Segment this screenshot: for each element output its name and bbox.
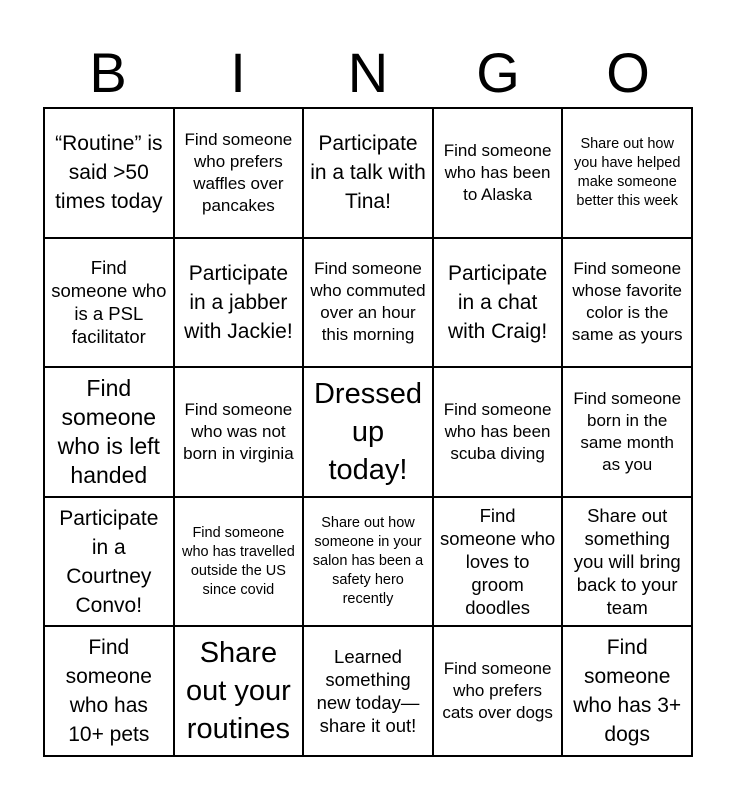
bingo-cell[interactable] xyxy=(45,498,175,628)
bingo-cell[interactable] xyxy=(304,109,434,239)
bingo-cell-text: Share out how someone in your salon has been a safety hero recently xyxy=(312,515,424,608)
bingo-cell-text: Find someone who is a PSL facilitator xyxy=(51,257,167,348)
bingo-cell-text: Share out something you will bring back to your team xyxy=(573,505,681,619)
header-letter-i: I xyxy=(230,41,246,104)
bingo-cell[interactable] xyxy=(45,109,175,239)
bingo-cell-text: Find someone whose favorite color is the same as yours xyxy=(571,259,683,345)
bingo-cell[interactable] xyxy=(304,239,434,369)
bingo-cell-text: Participate in a talk with Tina! xyxy=(310,132,426,214)
bingo-cell[interactable] xyxy=(563,498,693,628)
bingo-cell[interactable] xyxy=(434,239,564,369)
bingo-cell[interactable] xyxy=(434,109,564,239)
bingo-cell-text: Find someone who has been scuba diving xyxy=(443,399,552,463)
bingo-cell[interactable] xyxy=(304,498,434,628)
bingo-cell-text: Find someone who has been to Alaska xyxy=(443,140,552,204)
bingo-cell[interactable] xyxy=(175,627,305,757)
bingo-cell-text: Find someone who has 10+ pets xyxy=(65,636,152,747)
bingo-cell[interactable] xyxy=(175,239,305,369)
bingo-cell[interactable] xyxy=(45,368,175,498)
bingo-cell-text: Find someone who prefers cats over dogs xyxy=(442,659,553,723)
bingo-cell-text: Participate in a jabber with Jackie! xyxy=(184,261,293,343)
bingo-header xyxy=(43,38,693,108)
bingo-cell[interactable] xyxy=(304,368,434,498)
bingo-cell[interactable] xyxy=(434,627,564,757)
bingo-card-grid xyxy=(43,107,693,757)
bingo-cell-text: Dressed up today! xyxy=(313,377,422,486)
bingo-cell[interactable] xyxy=(563,627,693,757)
bingo-cell-text: Share out your routines xyxy=(185,637,291,746)
header-letter-b: B xyxy=(89,41,127,104)
bingo-cell[interactable] xyxy=(175,368,305,498)
bingo-cell-text: Share out how you have helped make someone better this week xyxy=(573,135,681,209)
bingo-cell-text: Participate in a Courtney Convo! xyxy=(59,506,159,617)
bingo-cell-text: Participate in a chat with Craig! xyxy=(447,261,548,343)
bingo-cell-text: Find someone who prefers waffles over pancakes xyxy=(184,129,293,215)
bingo-cell[interactable] xyxy=(563,109,693,239)
bingo-cell-text: Find someone who has travelled outside the US since covid xyxy=(181,524,295,598)
bingo-cell-text: Find someone who commuted over an hour this morning xyxy=(310,259,426,345)
bingo-cell-text: Learned something new today—share it out! xyxy=(316,646,420,737)
header-letter-o: O xyxy=(606,41,650,104)
bingo-cell[interactable] xyxy=(175,498,305,628)
bingo-cell[interactable] xyxy=(434,368,564,498)
bingo-cell[interactable] xyxy=(563,368,693,498)
bingo-cell[interactable] xyxy=(45,627,175,757)
header-letter-g: G xyxy=(476,41,520,104)
bingo-cell[interactable] xyxy=(175,109,305,239)
bingo-cell-text: “Routine” is said >50 times today xyxy=(55,132,163,214)
header-letter-n: N xyxy=(347,41,389,104)
bingo-cell-text: Find someone who has 3+ dogs xyxy=(573,636,682,747)
bingo-cell[interactable] xyxy=(45,239,175,369)
bingo-cell[interactable] xyxy=(563,239,693,369)
bingo-cell[interactable] xyxy=(434,498,564,628)
bingo-cell-text: Find someone born in the same month as you xyxy=(573,388,682,474)
bingo-cell[interactable] xyxy=(304,627,434,757)
bingo-cell-text: Find someone who was not born in virginia xyxy=(183,399,294,463)
bingo-cell-text: Find someone who loves to groom doodles xyxy=(440,505,556,619)
bingo-cell-text: Find someone who is left handed xyxy=(57,374,160,488)
